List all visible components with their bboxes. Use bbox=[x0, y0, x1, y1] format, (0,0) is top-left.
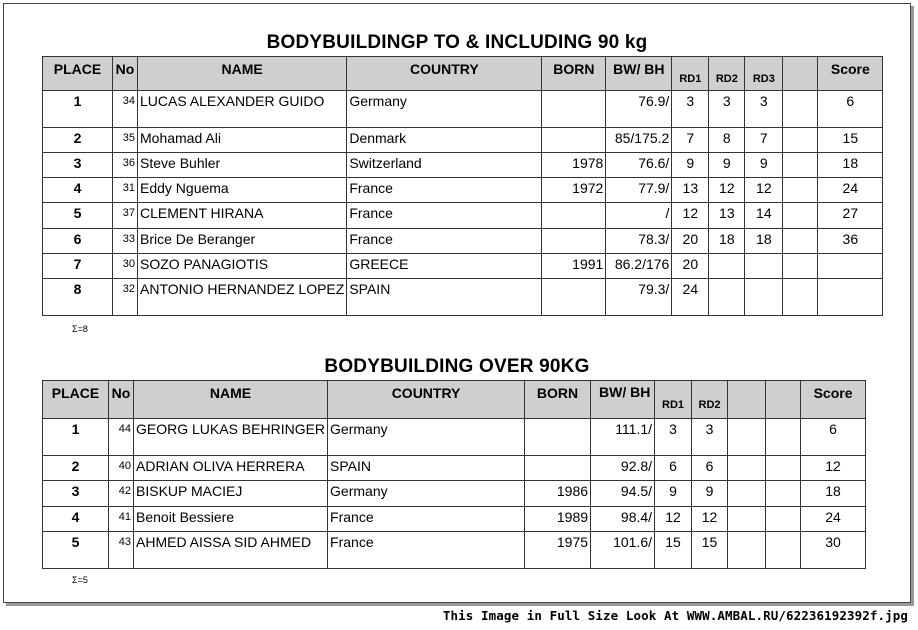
score-cell: 24 bbox=[801, 507, 866, 532]
rd3-cell: 12 bbox=[745, 178, 783, 203]
name-cell: Steve Buhler bbox=[138, 153, 347, 178]
number-cell: 31 bbox=[113, 178, 138, 203]
col-header-born: BORN bbox=[525, 381, 591, 419]
table-row bbox=[43, 419, 866, 456]
rd2-cell: 8 bbox=[709, 128, 745, 153]
table-header-row bbox=[43, 381, 866, 419]
extra-cell bbox=[766, 507, 801, 532]
rd2-cell bbox=[709, 254, 745, 279]
number-cell: 37 bbox=[113, 203, 138, 229]
score-cell: 27 bbox=[818, 203, 883, 229]
bw-cell: 98.4/ bbox=[591, 507, 655, 532]
rd2-cell: 6 bbox=[692, 456, 728, 481]
col-header-country: COUNTRY bbox=[328, 381, 525, 419]
name-cell: LUCAS ALEXANDER GUIDO bbox=[138, 91, 347, 128]
born-cell bbox=[525, 419, 591, 456]
name-cell: AHMED AISSA SID AHMED bbox=[134, 532, 328, 569]
country-cell: Switzerland bbox=[347, 153, 542, 178]
rd3-cell bbox=[728, 419, 766, 456]
country-cell: France bbox=[347, 178, 542, 203]
rd3-cell: 14 bbox=[745, 203, 783, 229]
born-cell: 1975 bbox=[525, 532, 591, 569]
bw-cell: 76.6/ bbox=[606, 153, 672, 178]
name-cell: ANTONIO HERNANDEZ LOPEZ bbox=[138, 279, 347, 316]
name-cell: SOZO PANAGIOTIS bbox=[138, 254, 347, 279]
name-cell: Mohamad Ali bbox=[138, 128, 347, 153]
number-cell: 36 bbox=[113, 153, 138, 178]
place-cell: 1 bbox=[43, 91, 113, 128]
rd1-cell: 20 bbox=[672, 254, 709, 279]
bw-cell: 92.8/ bbox=[591, 456, 655, 481]
place-cell: 1 bbox=[43, 419, 109, 456]
rd1-cell: 12 bbox=[655, 507, 692, 532]
country-cell: SPAIN bbox=[347, 279, 542, 316]
country-cell: France bbox=[347, 229, 542, 254]
name-cell: ADRIAN OLIVA HERRERA bbox=[134, 456, 328, 481]
col-header-bw: BW/ BH bbox=[606, 57, 672, 91]
table-row bbox=[43, 507, 866, 532]
place-cell: 3 bbox=[43, 153, 113, 178]
rd3-cell: 9 bbox=[745, 153, 783, 178]
col-header-extra bbox=[766, 381, 801, 419]
born-cell: 1978 bbox=[542, 153, 606, 178]
col-header-place: PLACE bbox=[43, 57, 113, 91]
rd1-cell: 7 bbox=[672, 128, 709, 153]
score-cell: 36 bbox=[818, 229, 883, 254]
rd3-cell bbox=[745, 254, 783, 279]
rd2-cell: 9 bbox=[709, 153, 745, 178]
rd3-cell bbox=[745, 279, 783, 316]
score-cell: 6 bbox=[801, 419, 866, 456]
rd3-cell: 7 bbox=[745, 128, 783, 153]
place-cell: 5 bbox=[43, 203, 113, 229]
born-cell bbox=[542, 91, 606, 128]
born-cell bbox=[542, 279, 606, 316]
col-header-rd2: RD2 bbox=[709, 57, 745, 91]
born-cell bbox=[542, 128, 606, 153]
born-cell: 1986 bbox=[525, 481, 591, 507]
number-cell: 32 bbox=[113, 279, 138, 316]
table-row bbox=[43, 91, 883, 128]
col-header-rd2: RD2 bbox=[692, 381, 728, 419]
rd1-cell: 9 bbox=[672, 153, 709, 178]
extra-cell bbox=[783, 153, 818, 178]
col-header-country: COUNTRY bbox=[347, 57, 542, 91]
extra-cell bbox=[766, 481, 801, 507]
col-header-rd1: RD1 bbox=[655, 381, 692, 419]
name-cell: CLEMENT HIRANA bbox=[138, 203, 347, 229]
country-cell: Germany bbox=[347, 91, 542, 128]
extra-cell bbox=[783, 203, 818, 229]
number-cell: 43 bbox=[109, 532, 134, 569]
col-header-name: NAME bbox=[134, 381, 328, 419]
country-cell: Germany bbox=[328, 419, 525, 456]
table-row bbox=[43, 532, 866, 569]
col-header-extra bbox=[783, 57, 818, 91]
place-cell: 4 bbox=[43, 178, 113, 203]
extra-cell bbox=[783, 91, 818, 128]
name-cell: Eddy Nguema bbox=[138, 178, 347, 203]
col-header-rd3 bbox=[728, 381, 766, 419]
col-header-score: Score bbox=[818, 57, 883, 91]
country-cell: Denmark bbox=[347, 128, 542, 153]
bw-cell: 86.2/176 bbox=[606, 254, 672, 279]
rd2-cell: 18 bbox=[709, 229, 745, 254]
place-cell: 2 bbox=[43, 128, 113, 153]
rd2-cell: 15 bbox=[692, 532, 728, 569]
score-cell: 18 bbox=[818, 153, 883, 178]
bw-cell: 77.9/ bbox=[606, 178, 672, 203]
rd1-cell: 6 bbox=[655, 456, 692, 481]
rd1-cell: 24 bbox=[672, 279, 709, 316]
bw-cell: 111.1/ bbox=[591, 419, 655, 456]
table-row bbox=[43, 254, 883, 279]
table-row bbox=[43, 279, 883, 316]
place-cell: 3 bbox=[43, 481, 109, 507]
col-header-born: BORN bbox=[542, 57, 606, 91]
number-cell: 42 bbox=[109, 481, 134, 507]
born-cell: 1972 bbox=[542, 178, 606, 203]
table-row bbox=[43, 481, 866, 507]
score-cell: 18 bbox=[801, 481, 866, 507]
rd1-cell: 15 bbox=[655, 532, 692, 569]
col-header-place: PLACE bbox=[43, 381, 109, 419]
col-header-rd1: RD1 bbox=[672, 57, 709, 91]
name-cell: BISKUP MACIEJ bbox=[134, 481, 328, 507]
rd2-cell: 12 bbox=[709, 178, 745, 203]
bw-cell: 79.3/ bbox=[606, 279, 672, 316]
col-header-no: No bbox=[109, 381, 134, 419]
rd1-cell: 9 bbox=[655, 481, 692, 507]
extra-cell bbox=[766, 419, 801, 456]
place-cell: 2 bbox=[43, 456, 109, 481]
table-row bbox=[43, 203, 883, 229]
section2-count: Σ=5 bbox=[72, 575, 88, 585]
number-cell: 41 bbox=[109, 507, 134, 532]
country-cell: France bbox=[328, 532, 525, 569]
place-cell: 7 bbox=[43, 254, 113, 279]
number-cell: 34 bbox=[113, 91, 138, 128]
bw-cell: / bbox=[606, 203, 672, 229]
country-cell: SPAIN bbox=[328, 456, 525, 481]
bw-cell: 78.3/ bbox=[606, 229, 672, 254]
footer-watermark-text: This Image in Full Size Look At WWW.AMBAL.RU/62236192392f.jpg bbox=[442, 608, 908, 623]
country-cell: France bbox=[347, 203, 542, 229]
rd3-cell bbox=[728, 456, 766, 481]
place-cell: 8 bbox=[43, 279, 113, 316]
country-cell: France bbox=[328, 507, 525, 532]
rd2-cell: 9 bbox=[692, 481, 728, 507]
table-row bbox=[43, 456, 866, 481]
score-cell: 24 bbox=[818, 178, 883, 203]
score-cell: 6 bbox=[818, 91, 883, 128]
section1-count: Σ=8 bbox=[72, 324, 88, 334]
rd2-cell: 12 bbox=[692, 507, 728, 532]
rd3-cell bbox=[728, 532, 766, 569]
score-cell bbox=[818, 279, 883, 316]
rd2-cell: 13 bbox=[709, 203, 745, 229]
extra-cell bbox=[766, 456, 801, 481]
col-header-no: No bbox=[113, 57, 138, 91]
score-cell bbox=[818, 254, 883, 279]
country-cell: GREECE bbox=[347, 254, 542, 279]
rd3-cell: 3 bbox=[745, 91, 783, 128]
rd1-cell: 13 bbox=[672, 178, 709, 203]
born-cell bbox=[542, 229, 606, 254]
score-cell: 30 bbox=[801, 532, 866, 569]
extra-cell bbox=[783, 178, 818, 203]
place-cell: 4 bbox=[43, 507, 109, 532]
bw-cell: 101.6/ bbox=[591, 532, 655, 569]
table-row bbox=[43, 178, 883, 203]
born-cell: 1989 bbox=[525, 507, 591, 532]
extra-cell bbox=[783, 229, 818, 254]
number-cell: 40 bbox=[109, 456, 134, 481]
extra-cell bbox=[783, 254, 818, 279]
number-cell: 33 bbox=[113, 229, 138, 254]
score-cell: 12 bbox=[801, 456, 866, 481]
rd1-cell: 3 bbox=[672, 91, 709, 128]
results-table-under-90 bbox=[42, 56, 883, 316]
results-table-over-90 bbox=[42, 380, 866, 569]
col-header-score: Score bbox=[801, 381, 866, 419]
table-row bbox=[43, 229, 883, 254]
name-cell: GEORG LUKAS BEHRINGER bbox=[134, 419, 328, 456]
rd3-cell: 18 bbox=[745, 229, 783, 254]
rd3-cell bbox=[728, 507, 766, 532]
col-header-rd3: RD3 bbox=[745, 57, 783, 91]
rd2-cell bbox=[709, 279, 745, 316]
document-page bbox=[3, 3, 911, 603]
rd2-cell: 3 bbox=[692, 419, 728, 456]
table-row bbox=[43, 128, 883, 153]
col-header-name: NAME bbox=[138, 57, 347, 91]
born-cell: 1991 bbox=[542, 254, 606, 279]
country-cell: Germany bbox=[328, 481, 525, 507]
table-row bbox=[43, 153, 883, 178]
section1-title: BODYBUILDINGP TO & INCLUDING 90 kg bbox=[266, 32, 648, 53]
born-cell bbox=[525, 456, 591, 481]
extra-cell bbox=[783, 279, 818, 316]
extra-cell bbox=[766, 532, 801, 569]
place-cell: 5 bbox=[43, 532, 109, 569]
col-header-bw: BW/ BH bbox=[591, 381, 655, 419]
extra-cell bbox=[783, 128, 818, 153]
rd1-cell: 12 bbox=[672, 203, 709, 229]
born-cell bbox=[542, 203, 606, 229]
place-cell: 6 bbox=[43, 229, 113, 254]
bw-cell: 94.5/ bbox=[591, 481, 655, 507]
number-cell: 35 bbox=[113, 128, 138, 153]
number-cell: 30 bbox=[113, 254, 138, 279]
score-cell: 15 bbox=[818, 128, 883, 153]
bw-cell: 76.9/ bbox=[606, 91, 672, 128]
rd1-cell: 20 bbox=[672, 229, 709, 254]
name-cell: Brice De Beranger bbox=[138, 229, 347, 254]
table-header-row bbox=[43, 57, 883, 91]
section2-title: BODYBUILDING OVER 90KG bbox=[324, 356, 590, 377]
number-cell: 44 bbox=[109, 419, 134, 456]
rd1-cell: 3 bbox=[655, 419, 692, 456]
rd3-cell bbox=[728, 481, 766, 507]
name-cell: Benoit Bessiere bbox=[134, 507, 328, 532]
bw-cell: 85/175.2 bbox=[606, 128, 672, 153]
rd2-cell: 3 bbox=[709, 91, 745, 128]
